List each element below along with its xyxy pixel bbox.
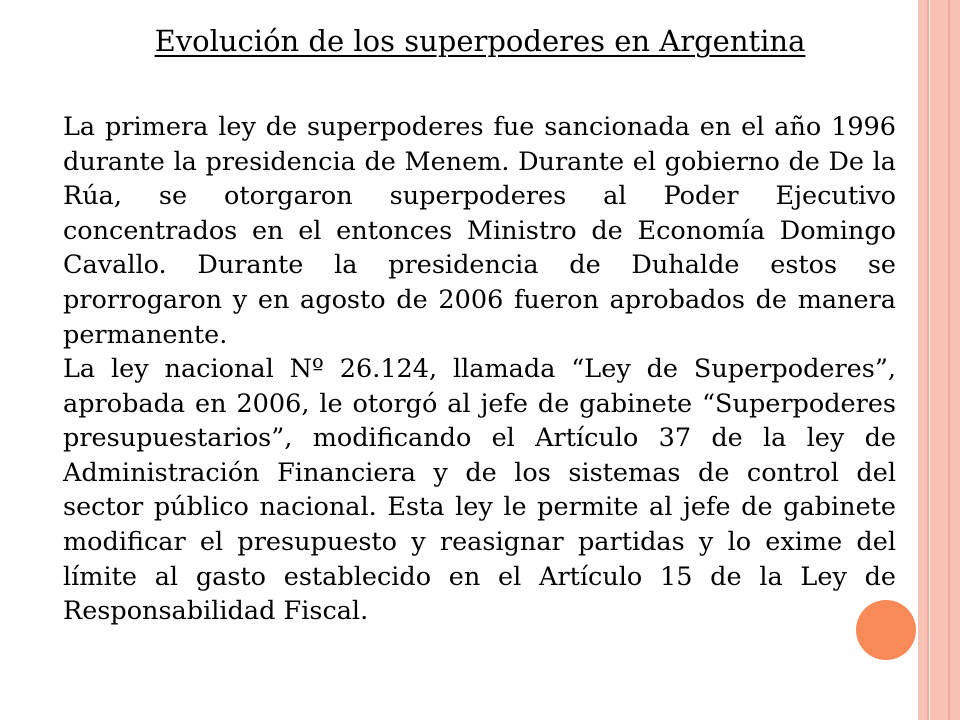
slide-title: Evolución de los superpoderes en Argentina	[154, 24, 806, 58]
decorative-stripe-line	[927, 0, 929, 720]
decorative-stripe	[930, 0, 948, 720]
decorative-stripe	[950, 0, 960, 720]
decorative-stripe	[918, 0, 927, 720]
accent-dot	[856, 600, 916, 660]
paragraph-2: La ley nacional Nº 26.124, llamada “Ley de Superpoderes”, aprobada en 2006, le otorgó al jefe de gabinete “Superpoderes presupuestarios”, modificando el Artículo 37 de la ley de Administración Financiera y de los sistemas de control del sector público nacional. Esta ley le permite al jefe de gabinete modificar el presupuesto y reasignar partidas y lo exime del límite al gasto establecido en el Artículo 15 de la Ley de Responsabilidad Fiscal.	[63, 354, 896, 627]
paragraph-1: La primera ley de superpoderes fue sancionada en el año 1996 durante la presidencia de Menem. Durante el gobierno de De la Rúa, se otorgaron superpoderes al Poder Ejecutivo concentrados en el entonces Ministro de Economía Domingo Cavallo. Durante la presidencia de Duhalde estos se prorrogaron y en agosto de 2006 fueron aprobados de manera permanente.	[63, 112, 896, 350]
